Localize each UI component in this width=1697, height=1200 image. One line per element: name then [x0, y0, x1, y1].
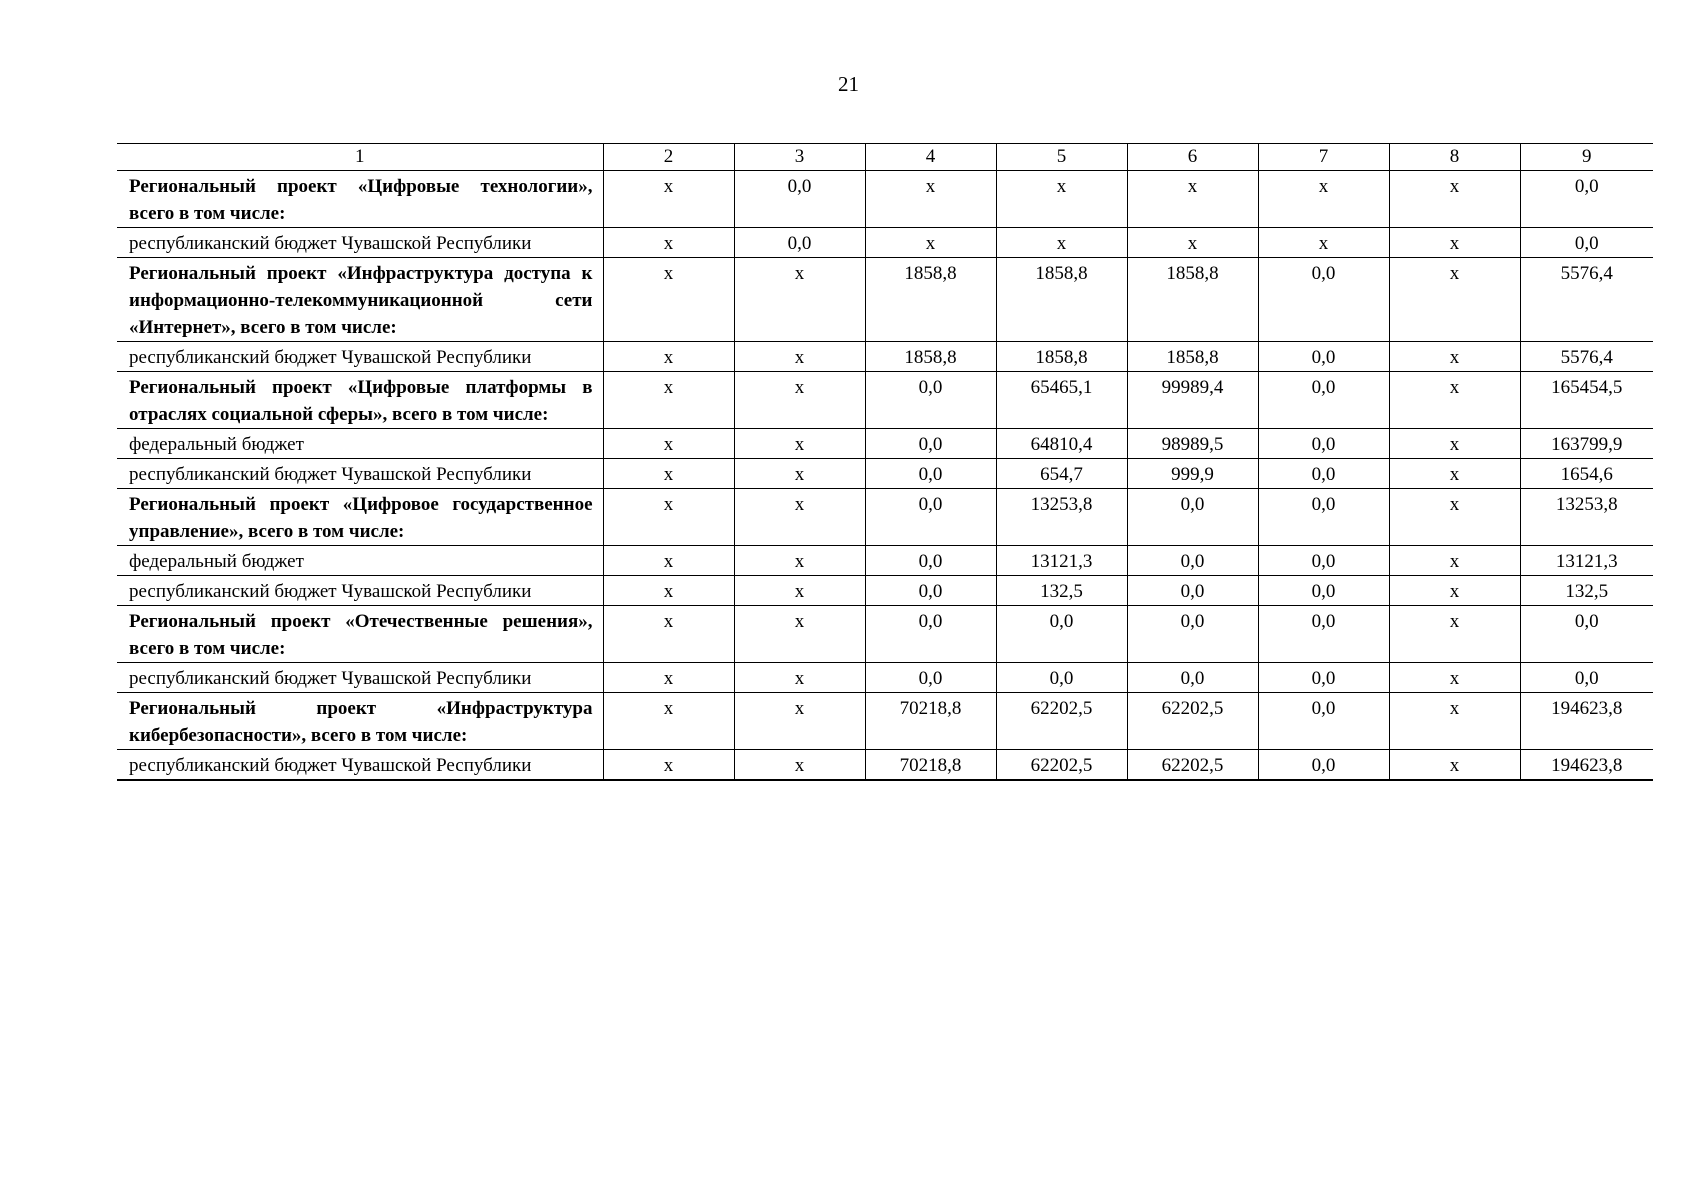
value-cell: 0,0: [1258, 342, 1389, 372]
value-cell: 194623,8: [1520, 693, 1653, 750]
project-name-cell: Региональный проект «Инфраструктура доступа к информационно-телекоммуникационной сети «Интернет», всего в том числе:: [117, 258, 603, 342]
value-cell: х: [603, 342, 734, 372]
value-cell: 999,9: [1127, 459, 1258, 489]
value-cell: х: [1389, 258, 1520, 342]
value-cell: х: [1389, 228, 1520, 258]
value-cell: х: [1258, 171, 1389, 228]
value-cell: 0,0: [1258, 429, 1389, 459]
value-cell: 0,0: [1258, 489, 1389, 546]
value-cell: 13121,3: [996, 546, 1127, 576]
funding-source-cell: федеральный бюджет: [117, 429, 603, 459]
funding-source-cell: республиканский бюджет Чувашской Республики: [117, 663, 603, 693]
value-cell: 0,0: [865, 489, 996, 546]
value-cell: 1858,8: [996, 342, 1127, 372]
value-cell: х: [603, 459, 734, 489]
value-cell: х: [996, 228, 1127, 258]
value-cell: 132,5: [1520, 576, 1653, 606]
value-cell: х: [1389, 750, 1520, 781]
value-cell: 0,0: [1127, 663, 1258, 693]
value-cell: 0,0: [1127, 546, 1258, 576]
value-cell: х: [734, 342, 865, 372]
funding-source-row: [117, 228, 1653, 258]
value-cell: х: [1389, 489, 1520, 546]
project-name-cell: Региональный проект «Цифровые технологии», всего в том числе:: [117, 171, 603, 228]
funding-source-row: [117, 546, 1653, 576]
value-cell: х: [734, 606, 865, 663]
funding-source-cell: республиканский бюджет Чувашской Республики: [117, 228, 603, 258]
value-cell: 70218,8: [865, 693, 996, 750]
value-cell: х: [603, 171, 734, 228]
value-cell: х: [603, 546, 734, 576]
funding-source-row: [117, 342, 1653, 372]
value-cell: 98989,5: [1127, 429, 1258, 459]
column-number: 5: [996, 144, 1127, 171]
value-cell: х: [1389, 429, 1520, 459]
value-cell: 0,0: [1258, 750, 1389, 781]
project-total-row: [117, 606, 1653, 663]
value-cell: 99989,4: [1127, 372, 1258, 429]
project-total-row: [117, 258, 1653, 342]
value-cell: 5576,4: [1520, 342, 1653, 372]
value-cell: 62202,5: [1127, 693, 1258, 750]
value-cell: х: [603, 372, 734, 429]
column-number: 9: [1520, 144, 1653, 171]
column-number: 1: [117, 144, 603, 171]
value-cell: х: [603, 228, 734, 258]
value-cell: х: [734, 750, 865, 781]
value-cell: х: [734, 429, 865, 459]
funding-source-row: [117, 429, 1653, 459]
project-name-cell: Региональный проект «Инфраструктура кибербезопасности», всего в том числе:: [117, 693, 603, 750]
value-cell: х: [734, 258, 865, 342]
value-cell: х: [603, 576, 734, 606]
value-cell: 165454,5: [1520, 372, 1653, 429]
value-cell: х: [1127, 171, 1258, 228]
value-cell: 0,0: [865, 429, 996, 459]
column-number: 4: [865, 144, 996, 171]
project-name-cell: Региональный проект «Цифровые платформы в отраслях социальной сферы», всего в том числе:: [117, 372, 603, 429]
value-cell: х: [1389, 606, 1520, 663]
value-cell: х: [734, 693, 865, 750]
value-cell: 0,0: [1127, 489, 1258, 546]
value-cell: х: [1389, 171, 1520, 228]
value-cell: 0,0: [996, 663, 1127, 693]
value-cell: 0,0: [1520, 663, 1653, 693]
value-cell: х: [865, 228, 996, 258]
value-cell: х: [734, 372, 865, 429]
value-cell: 0,0: [1258, 576, 1389, 606]
value-cell: х: [1389, 546, 1520, 576]
funding-source-cell: республиканский бюджет Чувашской Республики: [117, 342, 603, 372]
funding-source-cell: республиканский бюджет Чувашской Республики: [117, 459, 603, 489]
value-cell: 5576,4: [1520, 258, 1653, 342]
value-cell: х: [734, 489, 865, 546]
budget-table: [117, 143, 1653, 781]
value-cell: 132,5: [996, 576, 1127, 606]
column-number: 8: [1389, 144, 1520, 171]
value-cell: 0,0: [1520, 171, 1653, 228]
column-number: 3: [734, 144, 865, 171]
value-cell: х: [996, 171, 1127, 228]
value-cell: х: [603, 693, 734, 750]
value-cell: 0,0: [1258, 663, 1389, 693]
value-cell: х: [734, 663, 865, 693]
value-cell: х: [1258, 228, 1389, 258]
value-cell: 13253,8: [996, 489, 1127, 546]
value-cell: х: [603, 258, 734, 342]
value-cell: 1858,8: [1127, 342, 1258, 372]
value-cell: 0,0: [865, 459, 996, 489]
value-cell: 1858,8: [865, 342, 996, 372]
column-number: 2: [603, 144, 734, 171]
value-cell: х: [603, 750, 734, 781]
funding-source-cell: федеральный бюджет: [117, 546, 603, 576]
value-cell: х: [603, 663, 734, 693]
value-cell: 194623,8: [1520, 750, 1653, 781]
value-cell: 0,0: [1258, 546, 1389, 576]
value-cell: 62202,5: [996, 750, 1127, 781]
funding-source-row: [117, 459, 1653, 489]
value-cell: 1858,8: [996, 258, 1127, 342]
funding-source-row: [117, 576, 1653, 606]
value-cell: х: [1127, 228, 1258, 258]
project-total-row: [117, 372, 1653, 429]
value-cell: 64810,4: [996, 429, 1127, 459]
value-cell: 0,0: [1258, 459, 1389, 489]
value-cell: 0,0: [1520, 228, 1653, 258]
value-cell: 0,0: [865, 663, 996, 693]
value-cell: 0,0: [1127, 606, 1258, 663]
value-cell: 163799,9: [1520, 429, 1653, 459]
project-total-row: [117, 489, 1653, 546]
value-cell: 0,0: [1258, 372, 1389, 429]
value-cell: 1858,8: [1127, 258, 1258, 342]
project-total-row: [117, 693, 1653, 750]
value-cell: х: [1389, 576, 1520, 606]
value-cell: х: [1389, 342, 1520, 372]
funding-source-cell: республиканский бюджет Чувашской Республики: [117, 750, 603, 781]
value-cell: х: [865, 171, 996, 228]
value-cell: 0,0: [865, 546, 996, 576]
project-name-cell: Региональный проект «Цифровое государственное управление», всего в том числе:: [117, 489, 603, 546]
page-number: 21: [838, 72, 859, 96]
value-cell: 0,0: [734, 171, 865, 228]
value-cell: 62202,5: [1127, 750, 1258, 781]
column-number-row: [117, 144, 1653, 171]
value-cell: 0,0: [1520, 606, 1653, 663]
value-cell: 0,0: [865, 576, 996, 606]
value-cell: 0,0: [734, 228, 865, 258]
value-cell: х: [603, 429, 734, 459]
column-number: 7: [1258, 144, 1389, 171]
value-cell: 0,0: [1127, 576, 1258, 606]
project-name-cell: Региональный проект «Отечественные решения», всего в том числе:: [117, 606, 603, 663]
value-cell: х: [603, 489, 734, 546]
value-cell: х: [734, 546, 865, 576]
value-cell: х: [1389, 693, 1520, 750]
value-cell: 62202,5: [996, 693, 1127, 750]
value-cell: 1654,6: [1520, 459, 1653, 489]
value-cell: х: [734, 459, 865, 489]
project-total-row: [117, 171, 1653, 228]
value-cell: х: [734, 576, 865, 606]
value-cell: 0,0: [1258, 258, 1389, 342]
value-cell: х: [603, 606, 734, 663]
funding-source-cell: республиканский бюджет Чувашской Республики: [117, 576, 603, 606]
value-cell: 1858,8: [865, 258, 996, 342]
value-cell: 0,0: [996, 606, 1127, 663]
value-cell: 0,0: [1258, 693, 1389, 750]
value-cell: х: [1389, 663, 1520, 693]
column-number: 6: [1127, 144, 1258, 171]
value-cell: 65465,1: [996, 372, 1127, 429]
value-cell: 70218,8: [865, 750, 996, 781]
value-cell: 0,0: [1258, 606, 1389, 663]
value-cell: 654,7: [996, 459, 1127, 489]
value-cell: 0,0: [865, 606, 996, 663]
value-cell: 0,0: [865, 372, 996, 429]
value-cell: х: [1389, 372, 1520, 429]
value-cell: 13121,3: [1520, 546, 1653, 576]
funding-source-row: [117, 750, 1653, 781]
funding-source-row: [117, 663, 1653, 693]
value-cell: 13253,8: [1520, 489, 1653, 546]
value-cell: х: [1389, 459, 1520, 489]
